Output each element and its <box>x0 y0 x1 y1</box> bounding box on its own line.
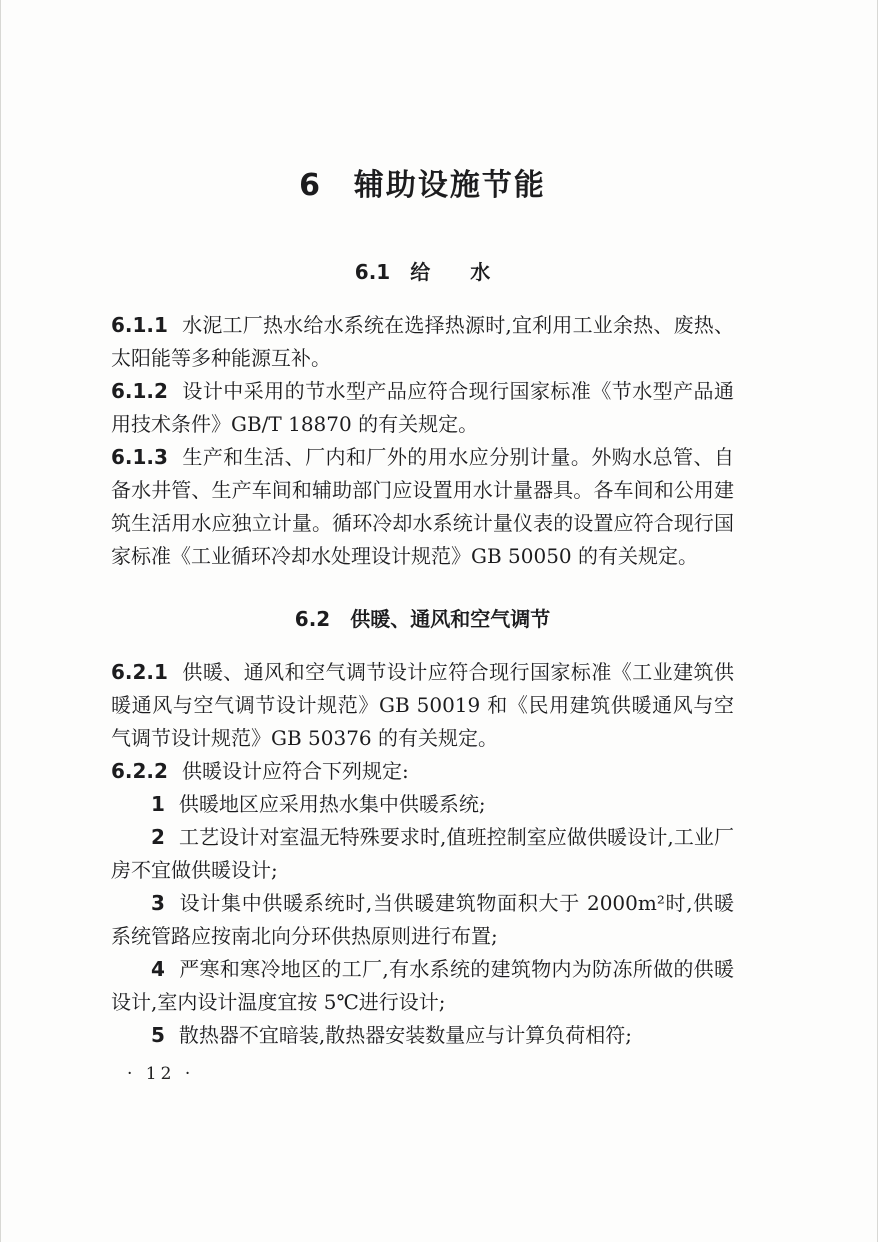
list-item-number-5: 5 <box>151 1023 165 1047</box>
clause-number-6-1-3: 6.1.3 <box>111 445 168 469</box>
clause-text-6-1-2: 设计中采用的节水型产品应符合现行国家标准《节水型产品通用技术条件》GB/T 18870 的有关规定。 <box>111 379 734 436</box>
list-item-number-2: 2 <box>151 825 165 849</box>
list-item-text-4: 严寒和寒冷地区的工厂,有水系统的建筑物内为防冻所做的供暖设计,室内设计温度宜按 5℃进行设计; <box>111 957 734 1014</box>
chapter-title: 6 辅助设施节能 <box>299 168 546 203</box>
paragraph-6-1-1 <box>111 309 734 375</box>
paragraph-6-1-2 <box>111 375 734 441</box>
section-heading-water-supply: 6.1 给 水 <box>354 260 491 284</box>
page-number: · 12 · <box>127 1064 195 1084</box>
clause-text-6-2-2: 供暖设计应符合下列规定: <box>181 759 409 783</box>
list-item-text-5: 散热器不宜暗装,散热器安装数量应与计算负荷相符; <box>178 1023 633 1047</box>
paragraph-6-1-3 <box>111 441 734 573</box>
clause-text-6-1-3: 生产和生活、厂内和厂外的用水应分别计量。外购水总管、自备水井管、生产车间和辅助部门应设置用水计量器具。各车间和公用建筑生活用水应独立计量。循环冷却水系统计量仪表的设置应符合现行国家标准《工业循环冷却水处理设计规范》GB 50050 的有关规定。 <box>111 445 734 568</box>
clause-number-6-2-1: 6.2.1 <box>111 660 168 684</box>
clause-text-6-1-1: 水泥工厂热水给水系统在选择热源时,宜利用工业余热、废热、太阳能等多种能源互补。 <box>111 313 734 370</box>
list-item-text-1: 供暖地区应采用热水集中供暖系统; <box>178 792 486 816</box>
list-item-3 <box>111 887 734 953</box>
clause-number-6-1-2: 6.1.2 <box>111 379 168 403</box>
paragraph-6-2-1 <box>111 656 734 755</box>
list-item-5 <box>111 1019 734 1052</box>
list-item-4 <box>111 953 734 1019</box>
list-item-number-3: 3 <box>151 891 165 915</box>
list-item-text-3: 设计集中供暖系统时,当供暖建筑物面积大于 2000m²时,供暖系统管路应按南北向分环供热原则进行布置; <box>111 891 734 948</box>
list-item-number-1: 1 <box>151 792 165 816</box>
section-heading-hvac: 6.2 供暖、通风和空气调节 <box>294 607 551 631</box>
list-item-number-4: 4 <box>151 957 165 981</box>
list-item-2 <box>111 821 734 887</box>
clause-number-6-1-1: 6.1.1 <box>111 313 168 337</box>
clause-number-6-2-2: 6.2.2 <box>111 759 168 783</box>
clause-text-6-2-1: 供暖、通风和空气调节设计应符合现行国家标准《工业建筑供暖通风与空气调节设计规范》GB 50019 和《民用建筑供暖通风与空气调节设计规范》GB 50376 的有关规定。 <box>111 660 734 750</box>
paragraph-6-2-2 <box>111 755 734 788</box>
list-item-text-2: 工艺设计对室温无特殊要求时,值班控制室应做供暖设计,工业厂房不宜做供暖设计; <box>111 825 734 882</box>
list-item-1 <box>111 788 734 821</box>
